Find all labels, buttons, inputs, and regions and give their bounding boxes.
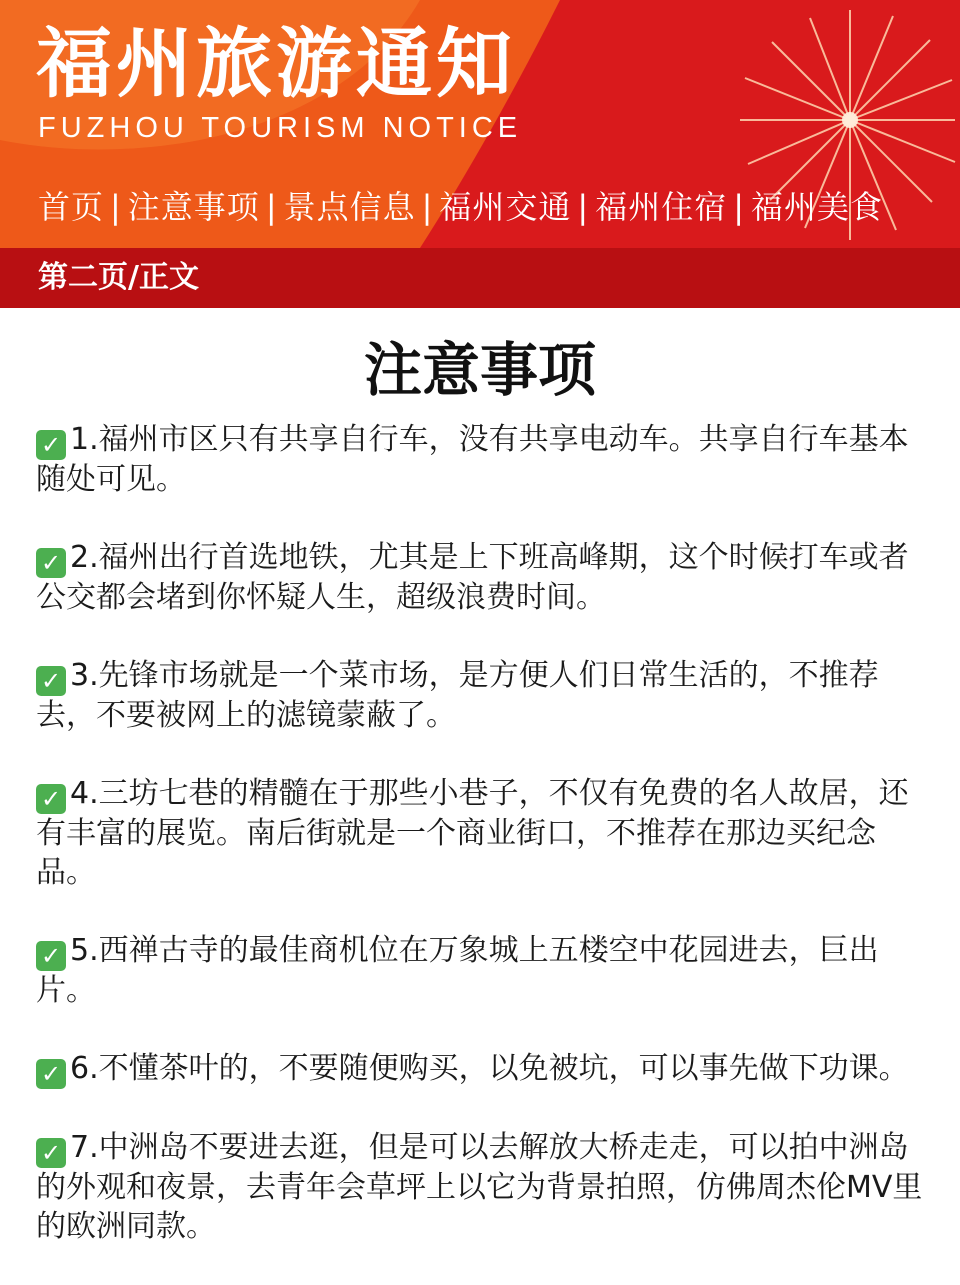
- page-subtitle: FUZHOU TOURISM NOTICE: [38, 112, 523, 144]
- list-item: [36, 774, 924, 892]
- nav-item-food[interactable]: 福州美食: [750, 188, 883, 226]
- nav-separator: |: [265, 188, 278, 226]
- check-mark-icon: ✓: [36, 1059, 66, 1089]
- breadcrumb: 第二页/正文: [0, 248, 960, 308]
- list-item-text: 4.三坊七巷的精髓在于那些小巷子，不仅有免费的名人故居，还有丰富的展览。南后街就是一个商业街口，不推荐在那边买纪念品。: [36, 775, 909, 890]
- page-title: 福州旅游通知: [36, 19, 516, 108]
- nav-item-notes[interactable]: 注意事项: [127, 188, 260, 226]
- nav-separator: |: [577, 188, 590, 226]
- nav-separator: |: [733, 188, 745, 226]
- header-banner: [0, 0, 960, 248]
- check-mark-icon: ✓: [36, 941, 66, 971]
- list-item-text: 5.西禅古寺的最佳商机位在万象城上五楼空中花园进去，巨出片。: [36, 932, 879, 1008]
- list-item-text: 2.福州出行首选地铁，尤其是上下班高峰期，这个时候打车或者公交都会堵到你怀疑人生，超级浪费时间。: [36, 539, 909, 615]
- list-item-text: 7.中洲岛不要进去逛，但是可以去解放大桥走走，可以拍中洲岛的外观和夜景，去青年会草坪上以它为背景拍照，仿佛周杰伦MV里的欧洲同款。: [36, 1129, 923, 1244]
- list-item: [36, 538, 924, 617]
- check-mark-icon: ✓: [36, 430, 66, 460]
- list-item-text: 6.不懂茶叶的，不要随便购买，以免被坑，可以事先做下功课。: [70, 1050, 909, 1086]
- check-mark-icon: ✓: [36, 1138, 66, 1168]
- section-title: 注意事项: [363, 336, 596, 404]
- list-item-text: 1.福州市区只有共享自行车，没有共享电动车。共享自行车基本随处可见。: [36, 421, 909, 497]
- nav-item-attractions[interactable]: 景点信息: [283, 188, 416, 226]
- list-item: [36, 420, 924, 499]
- nav-item-lodging[interactable]: 福州住宿: [595, 188, 728, 226]
- list-item: [36, 1128, 924, 1246]
- notice-list: [36, 420, 924, 1246]
- nav-separator: |: [421, 188, 434, 226]
- check-mark-icon: ✓: [36, 548, 66, 578]
- check-mark-icon: ✓: [36, 784, 66, 814]
- top-nav: [38, 182, 883, 228]
- main-content: [0, 308, 960, 1285]
- list-item-text: 3.先锋市场就是一个菜市场，是方便人们日常生活的，不推荐去，不要被网上的滤镜蒙蔽了。: [36, 657, 879, 733]
- list-item: [36, 656, 924, 735]
- nav-separator: |: [110, 188, 122, 226]
- nav-item-home[interactable]: 首页: [38, 188, 105, 226]
- list-item: [36, 1049, 924, 1089]
- list-item: [36, 931, 924, 1010]
- nav-item-transport[interactable]: 福州交通: [439, 188, 572, 226]
- check-mark-icon: ✓: [36, 666, 66, 696]
